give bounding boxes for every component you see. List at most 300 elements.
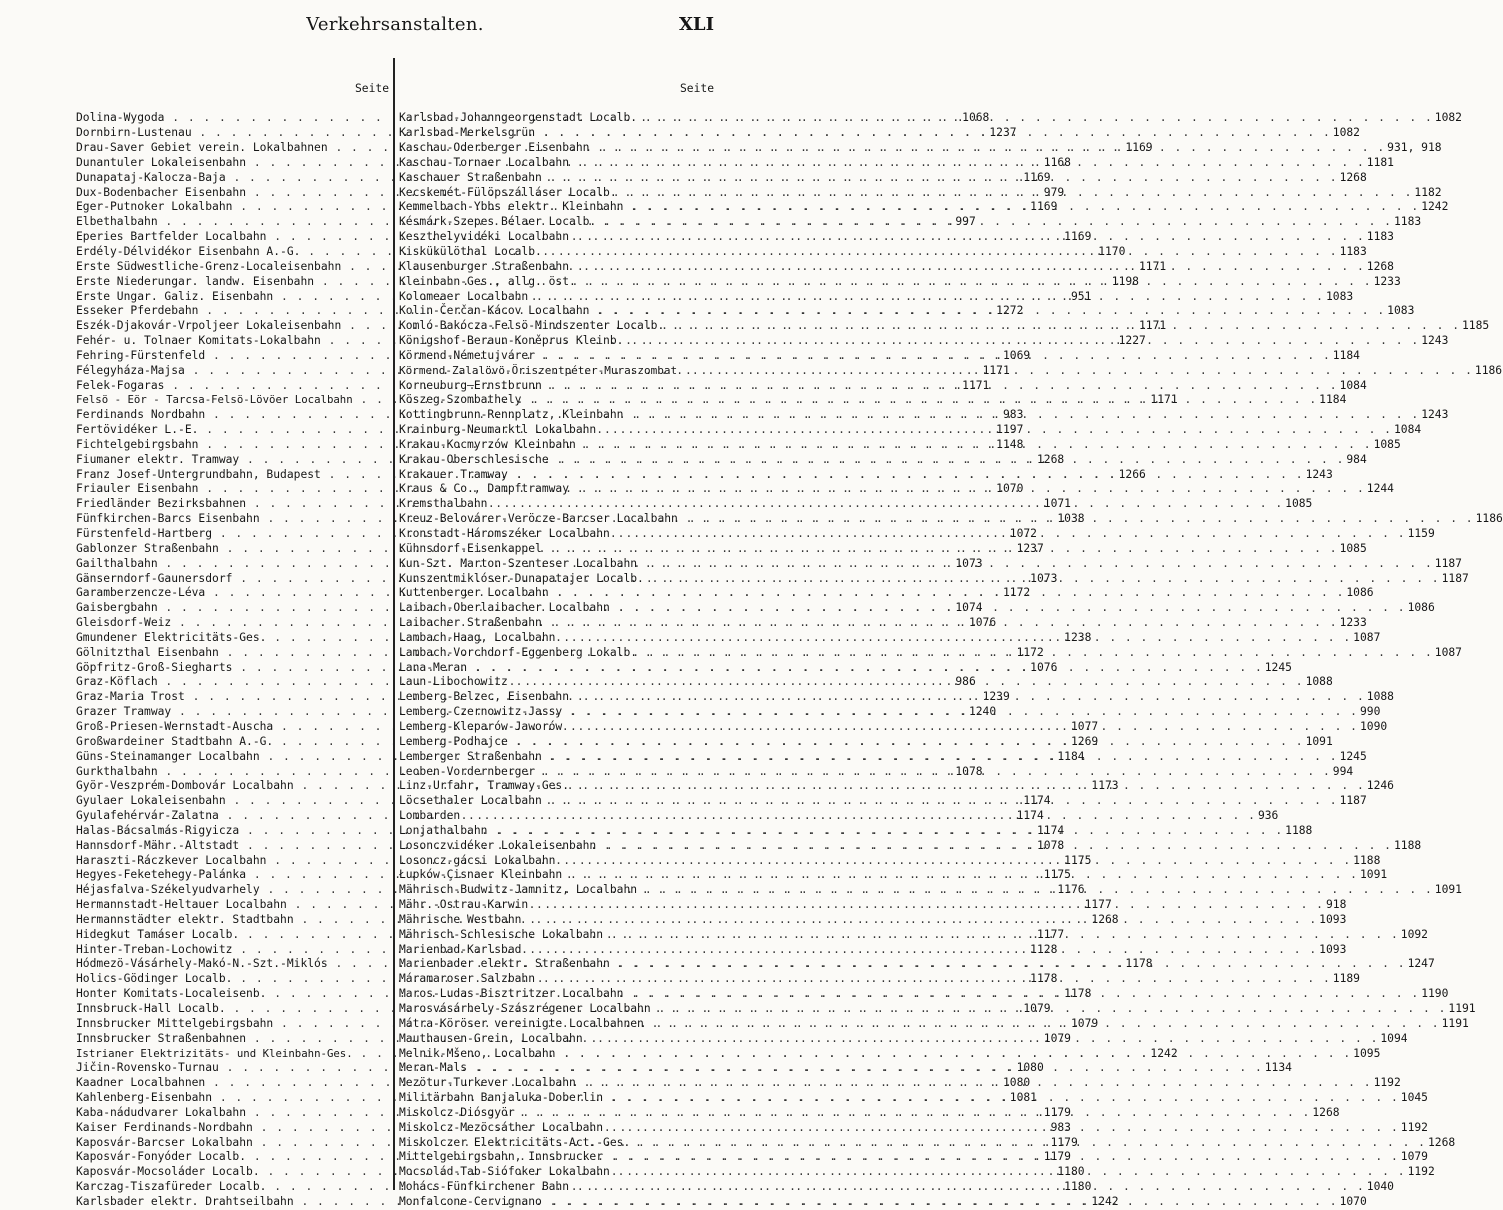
leader-dots — [603, 928, 1399, 943]
entry-page: 1087 — [1353, 630, 1381, 644]
entry-name: Felek-Fogaras — [76, 378, 165, 392]
entry-page: 936 — [1257, 809, 1279, 823]
entry-name: Karlsbader elektr. Drahtseilbahn — [76, 1194, 294, 1208]
entry-page: 1174 — [1023, 794, 1051, 808]
entry-name: Kaiser Ferdinands-Nordbahn — [76, 1120, 253, 1134]
entry-page: 1093 — [1319, 912, 1347, 926]
entry-page: 1095 — [1353, 1046, 1381, 1060]
entry-page: 1179 — [1043, 1150, 1071, 1164]
entry-page: 1090 — [1359, 719, 1388, 733]
entry-name: Mährisch-Schlesische Lokalbahn — [399, 927, 604, 941]
entry-name: Fichtelgebirgsbahn — [76, 437, 199, 451]
entry-page: 1247 — [1407, 957, 1435, 971]
entry-name: Fürstenfeld-Hartberg — [76, 527, 213, 540]
entry-page: 1040 — [1366, 1180, 1394, 1194]
entry-name: Marienbad-Karlsbad — [399, 942, 522, 956]
entry-page: 1086 — [1407, 601, 1435, 615]
entry-page: 1084 — [1393, 423, 1422, 437]
entry-name: Héjasfalva-Székelyudvarhely — [76, 883, 260, 897]
entry-name: Kemmelbach-Ybbs elektr. Kleinbahn — [399, 200, 624, 214]
leader-dots — [562, 705, 1358, 720]
entry-page: 1188 — [1353, 853, 1381, 867]
entry-name: Göpfritz-Groß-Siegharts — [76, 660, 233, 674]
entry-page: 994 — [1332, 764, 1354, 778]
entry-name: Hidegkut Tamáser Localb. — [76, 927, 240, 941]
entry-page: 1092 — [1400, 927, 1428, 941]
entry-name: Gablonzer Straßenbahn — [76, 541, 219, 555]
entry-name: Klausenburger Straßenbahn — [399, 259, 570, 273]
leader-dots — [508, 735, 1304, 750]
leader-dots — [535, 126, 1331, 141]
leader-dots — [528, 898, 1324, 913]
entry-page: 1079 — [1023, 1002, 1051, 1015]
entry-name: Militärbahn Banjaluka-Doberlin — [399, 1091, 604, 1105]
entry-page: 1174 — [1036, 823, 1065, 837]
entry-name: Linz-Urfahr, Tramway-Ges. — [399, 779, 570, 793]
entry-name: Körmend-Zalalövö-Öriszentpéter-Muraszombat — [399, 363, 678, 377]
entry-name: Hermannstädter elektr. Stadtbahn — [76, 912, 294, 926]
entry-name: Késmárk-Szepes Bélaer Localb. — [399, 215, 597, 229]
entry-name: Miskolcz-Mezöcsáther Localbahn — [399, 1120, 604, 1134]
entry-page: 1198 — [1111, 274, 1139, 288]
entry-name: Kolin-Čerčan-Kácov Localbahn — [399, 304, 590, 318]
entry-name: Haraszti-Ráczkever Localbahn — [76, 853, 267, 867]
entry-name: Dux-Bodenbacher Eisenbahn — [76, 185, 247, 199]
entry-name: Krakau-Kocmyrzów Kleinbahn — [399, 437, 576, 451]
entry-page: 1272 — [996, 304, 1024, 318]
entry-name: Königshof-Beraun-Koněprus Kleinb. — [399, 334, 624, 348]
leader-dots — [487, 824, 1283, 839]
entry-page: 1094 — [1380, 1031, 1408, 1045]
entry-name: Kaschauer Straßenbahn — [399, 170, 542, 184]
entry-page: 1186 — [1475, 512, 1503, 526]
leader-dots — [569, 230, 1365, 245]
entry-page: 1184 — [1332, 348, 1360, 362]
entry-name: Lambach-Vorchdorf-Eggenberg Lokalb. — [399, 645, 638, 659]
entry-page: 986 — [955, 675, 976, 689]
entry-name: Laun-Libochowitz — [399, 675, 508, 689]
entry-page: 1179 — [1050, 1135, 1078, 1149]
entry-page: 979 — [1043, 185, 1065, 199]
entry-page: 1169 — [1023, 170, 1051, 184]
leader-dots — [555, 854, 1351, 869]
entry-page: 1170 — [1098, 244, 1126, 258]
entry-name: Honter Komitats-Localeisenb. — [76, 987, 267, 1001]
leader-dots — [542, 245, 1338, 260]
entry-page: 1169 — [1030, 200, 1058, 214]
entry-page: 1227 — [1118, 334, 1146, 348]
entry-name: Friauler Eisenbahn — [76, 482, 199, 496]
entry-page: 1187 — [1441, 571, 1469, 585]
entry-name: Marienbader elektr. Straßenbahn — [399, 957, 610, 971]
entry-page: 1073 — [955, 556, 983, 570]
entry-page: 1068 — [962, 111, 990, 125]
entry-page: 1242 — [1150, 1046, 1178, 1060]
entry-name: Mezötur-Turkever Localbahn — [399, 1076, 576, 1090]
entry-name: Gleisdorf-Weiz — [76, 616, 172, 630]
entry-page: 1078 — [955, 764, 983, 778]
entry-name: Güns-Steinamanger Localbahn — [76, 749, 260, 763]
entry-name: Graz-Maria Trost — [76, 690, 185, 704]
entry-name: Hódmezö-Vásárhely-Makó-N.-Szt.-Miklós — [76, 957, 328, 971]
page-title: Verkehrsanstalten. — [306, 14, 484, 35]
entry-name: Krakauer Tramway — [399, 467, 508, 481]
entry-page: 1239 — [982, 690, 1010, 704]
entry-page: 918 — [1325, 898, 1347, 912]
entry-name: Kiskükülöthal Localb. — [399, 244, 542, 258]
entry-page: 1237 — [1016, 541, 1044, 555]
entry-name: Krainburg-Neumarktl Lokalbahn — [399, 423, 597, 437]
entry-name: Korneuburg—Ernstbrunn — [399, 378, 542, 392]
entry-page: 984 — [1346, 452, 1367, 466]
entry-name: Losoncz-gácsi Lokalbahn — [399, 853, 556, 867]
entry-name: Mährische Westbahn — [399, 912, 522, 926]
leader-dots — [623, 408, 1419, 423]
entry-name: Eger-Putnoker Lokalbahn — [76, 200, 233, 214]
entry-name: Lemberger Straßenbahn — [399, 749, 542, 763]
leader-dots — [542, 1195, 1338, 1210]
leader-dots — [576, 438, 1372, 453]
entry-name: Losonczvidéker Lokaleisenbahn — [399, 838, 597, 852]
entry-name: Karczag-Tiszafüreder Localb. — [76, 1180, 267, 1194]
entry-page: 1077 — [1070, 719, 1099, 733]
leader-dots — [542, 171, 1338, 186]
entry-name: Mittelgebirgsbahn, Innsbrucker — [399, 1150, 604, 1164]
entry-page: 1188 — [1285, 823, 1313, 837]
entry-page: 1183 — [1339, 244, 1367, 258]
entry-page: 1088 — [1366, 690, 1394, 704]
leader-dots — [542, 794, 1338, 809]
entry-name: Mähr.-Ostrau-Karwin — [399, 898, 529, 912]
leader-dots — [467, 661, 1263, 676]
entry-name: Miskolcz-Diósgyör — [399, 1105, 515, 1119]
entry-name: Mauthausen-Grein, Localbahn — [399, 1031, 583, 1045]
entry-page: 1233 — [1339, 616, 1367, 630]
entry-name: Laibacher Straßenbahn — [399, 616, 542, 630]
leader-dots — [596, 423, 1392, 438]
leader-dots — [569, 1180, 1365, 1195]
entry-page: 1180 — [1057, 1165, 1085, 1179]
entry-page: 1085 — [1285, 497, 1313, 511]
entry-name: Eperies Bartfelder Localbahn — [76, 230, 267, 244]
entry-name: Elbethalbahn — [76, 215, 158, 229]
leader-dots — [630, 1136, 1426, 1151]
entry-name: Erste Ungar. Galiz. Eisenbahn — [76, 289, 274, 303]
entry-page: 1073 — [1030, 571, 1058, 585]
entry-page: 1070 — [1339, 1194, 1367, 1208]
leader-dots — [678, 512, 1474, 527]
entry-page: 1079 — [1400, 1150, 1428, 1164]
entry-name: Gmundener Elektricitäts-Ges. — [76, 630, 267, 644]
entry-name: Dunantuler Lokaleisenbahn — [76, 155, 247, 169]
entry-page: 1091 — [1305, 734, 1333, 748]
entry-page: 1091 — [1434, 883, 1462, 897]
entry-name: Miskolczer Elektricitäts-Act.-Ges. — [399, 1135, 631, 1149]
entry-page: 1093 — [1319, 942, 1347, 956]
entry-name: Fünfkirchen-Barcs Eisenbahn — [76, 512, 260, 526]
entry-name: Felsö - Eör - Tarcsa-Felsö-Lövöer Localbahn — [76, 393, 353, 407]
entry-name: Kraus & Co., Dampftramway — [399, 482, 570, 496]
leader-dots — [508, 675, 1304, 690]
entry-name: Gyulaer Lokaleisenbahn — [76, 794, 226, 808]
entry-name: Gailthalbahn — [76, 556, 158, 570]
entry-page: 1187 — [1434, 556, 1462, 570]
entry-page: 1177 — [1084, 898, 1112, 912]
entry-page: 1175 — [1064, 853, 1092, 867]
entry-page: 1238 — [1064, 630, 1092, 644]
entry-page: 1072 — [1009, 527, 1037, 540]
entry-name: Innsbruck-Hall Localb. — [76, 1002, 226, 1015]
leader-dots — [651, 1002, 1447, 1017]
entry-page: 1237 — [989, 126, 1017, 140]
leader-dots — [542, 542, 1338, 557]
leader-dots — [521, 393, 1317, 408]
leader-dots — [576, 275, 1372, 290]
entry-page: 1268 — [1036, 452, 1065, 466]
entry-name: Fehér- u. Tolnaer Komitats-Lokalbahn — [76, 334, 321, 348]
entry-name: Lemberg-Podhajce — [399, 734, 508, 748]
leader-dots — [677, 364, 1473, 379]
leader-dots — [644, 1017, 1440, 1032]
entry-page: 1186 — [1474, 363, 1503, 377]
entry-name: Groß-Priesen-Wernstadt-Auscha — [76, 719, 274, 733]
entry-page: 1174 — [1016, 809, 1044, 823]
entry-page: 1079 — [1070, 1016, 1099, 1030]
leader-dots — [637, 883, 1433, 898]
leader-dots — [623, 200, 1419, 215]
leader-dots — [623, 987, 1419, 1002]
leader-dots — [596, 839, 1392, 854]
entry-page: 1172 — [1002, 586, 1031, 600]
leader-dots — [610, 1165, 1406, 1180]
entry-name: Kahlenberg-Eisenbahn — [76, 1091, 213, 1105]
entry-name: Kreuz-Belovárer-Veröcze-Barcser Localbahn — [399, 512, 678, 526]
entry-page: 1171 — [1150, 393, 1178, 407]
entry-page: 1128 — [1030, 942, 1058, 956]
entry-name: Gänserndorf-Gaunersdorf — [76, 571, 233, 585]
entry-name: Körmend-Németujvárer — [399, 348, 536, 362]
leader-dots — [569, 260, 1365, 275]
entry-name: Dunapataj-Kalocza-Baja — [76, 170, 226, 184]
entry-page: 1086 — [1346, 586, 1374, 600]
entry-name: Kolomeaer Localbahn — [399, 289, 529, 303]
entry-page: 983 — [1050, 1120, 1071, 1134]
entry-name: Monfalcone-Cervignano — [399, 1194, 542, 1208]
entry-name: Kuttenberger Localbahn — [399, 586, 549, 600]
leader-dots — [596, 215, 1392, 230]
entry-page: 1268 — [1427, 1135, 1456, 1149]
entry-name: Laibach-Oberlaibacher Localbahn — [399, 601, 610, 615]
entry-page: 1083 — [1325, 289, 1354, 303]
entry-page: 1184 — [1057, 749, 1085, 763]
entry-name: Marosvásárhely-Szászrégener Localbahn — [399, 1002, 651, 1015]
leader-dots — [637, 646, 1433, 661]
entry-page: 1268 — [1366, 259, 1394, 273]
leader-dots — [521, 943, 1317, 958]
leader-dots — [460, 809, 1256, 824]
entry-name: Kaadner Localbahnen — [76, 1076, 206, 1090]
leader-dots — [562, 720, 1358, 735]
entry-page: 1134 — [1264, 1061, 1292, 1075]
entry-name: Gaisbergbahn — [76, 601, 158, 615]
entry-page: 1246 — [1366, 779, 1394, 793]
leader-dots — [542, 750, 1338, 765]
entry-name: Lemberg-Belzec, Eisenbahn — [399, 690, 570, 704]
entry-page: 1240 — [968, 705, 997, 719]
entry-page: 1085 — [1373, 437, 1401, 451]
entry-page: 1192 — [1407, 1165, 1435, 1179]
entry-name: Franz Josef-Untergrundbahn, Budapest — [76, 467, 321, 481]
entry-name: Erste Südwestliche-Grenz-Localeisenbahn — [76, 259, 342, 273]
leader-dots — [521, 913, 1317, 928]
entry-page: 1169 — [1125, 141, 1153, 155]
leader-dots — [623, 334, 1419, 349]
entry-page: 1083 — [1387, 304, 1415, 318]
entry-page: 1175 — [1043, 868, 1071, 882]
entry-name: Esseker Pferdebahn — [76, 304, 199, 318]
entry-name: Melnik-Mšeno, Localbahn — [399, 1046, 556, 1060]
entry-page: 983 — [1002, 408, 1024, 422]
entry-page: 990 — [1359, 705, 1381, 719]
entry-name: Löcsethaler Localbahn — [399, 794, 542, 808]
entry-page: 1268 — [1091, 912, 1119, 926]
entry-page: 1081 — [1009, 1091, 1037, 1105]
leader-dots — [644, 572, 1440, 587]
leader-dots — [535, 349, 1331, 364]
leader-dots — [487, 497, 1283, 512]
entry-page: 1178 — [1125, 957, 1153, 971]
entry-page: 1045 — [1400, 1091, 1428, 1105]
entry-name: Karlsbad-Johanngeorgenstadt Localb. — [399, 111, 638, 125]
entry-name: Ferdinands Nordbahn — [76, 408, 206, 422]
entry-page: 1069 — [1002, 348, 1031, 362]
leader-dots — [535, 765, 1331, 780]
leader-dots — [542, 616, 1338, 631]
leader-dots — [569, 690, 1365, 705]
entry-name: Holics-Gödinger Localb. — [76, 972, 233, 986]
entry-name: Innsbrucker Mittelgebirgsbahn — [76, 1016, 274, 1030]
entry-page: 1085 — [1339, 541, 1367, 555]
entry-page: 1189 — [1332, 972, 1360, 986]
leader-dots — [617, 186, 1413, 201]
entry-name: Karlsbad-Merkelsgrün — [399, 126, 536, 140]
entry-page: 951 — [1070, 289, 1092, 303]
entry-page: 1076 — [1030, 660, 1058, 674]
entry-page: 1171 — [1139, 259, 1167, 273]
leader-dots — [610, 957, 1406, 972]
entry-page: 1080 — [1002, 1076, 1031, 1090]
leader-dots — [562, 868, 1358, 883]
leader-dots — [515, 1106, 1311, 1121]
leader-dots — [637, 557, 1433, 572]
entry-page: 1184 — [1319, 393, 1347, 407]
entry-name: Gurkthalbahn — [76, 764, 158, 778]
leader-dots — [569, 482, 1365, 497]
entry-page: 1183 — [1393, 215, 1422, 229]
entry-name: Meran-Mals — [399, 1061, 468, 1075]
entry-page: 931, 918 — [1387, 141, 1442, 155]
leader-dots — [603, 1091, 1399, 1106]
entry-name: Leoben-Vordernberger — [399, 764, 536, 778]
leader-dots — [576, 1076, 1372, 1091]
entry-name: Félegyháza-Majsa — [76, 363, 185, 377]
entry-page: 1269 — [1070, 734, 1099, 748]
entry-name: Kun-Szt. Marton-Szenteser Localbahn — [399, 556, 638, 570]
entry-page: 1091 — [1359, 868, 1388, 882]
entry-page: 1190 — [1421, 987, 1449, 1001]
entry-name: Lemberg-Kleparów-Jaworów — [399, 719, 563, 733]
leader-dots — [542, 379, 1338, 394]
leader-dots — [664, 319, 1460, 334]
leader-dots — [569, 156, 1365, 171]
entry-name: Mocsolád-Tab-Siófoker Lokalbahn — [399, 1165, 610, 1179]
entry-page: 1079 — [1043, 1031, 1071, 1045]
entry-name: Kaposvár-Mocsoláder Localb. — [76, 1165, 260, 1179]
entry-page: 1243 — [1421, 334, 1449, 348]
entry-name: Hannsdorf-Mähr.-Altstadt — [76, 838, 240, 852]
leader-dots — [549, 586, 1345, 601]
entry-page: 1188 — [1393, 838, 1422, 852]
entry-name: Mohács-Fünfkirchener Bahn — [399, 1180, 570, 1194]
entry-page: 1245 — [1339, 749, 1367, 763]
entry-page: 1176 — [1057, 883, 1085, 897]
entry-page: 1266 — [1118, 467, 1146, 481]
entry-page: 1182 — [1414, 185, 1442, 199]
leader-dots — [610, 527, 1406, 542]
entry-name: Kaba-nádudvarer Lokalbahn — [76, 1105, 247, 1119]
entry-name: Kottingbrunn-Rennplatz, Kleinbahn — [399, 408, 624, 422]
entry-page: 1242 — [1091, 1194, 1119, 1208]
entry-page: 1159 — [1407, 527, 1435, 540]
entry-name: Fehring-Fürstenfeld — [76, 348, 206, 362]
entry-page: 1171 — [982, 363, 1010, 377]
left-column-heading: Seite — [354, 81, 389, 95]
entry-name: Halas-Bácsalmás-Rigyicza — [76, 823, 240, 837]
entry-name: Keszthelyvidéki Localbahn — [399, 230, 570, 244]
entry-page: 1088 — [1305, 675, 1333, 689]
entry-name: Lombarden — [399, 809, 461, 823]
entry-page: 1076 — [968, 616, 997, 630]
entry-page: 1192 — [1400, 1120, 1428, 1134]
entry-page: 1080 — [1016, 1061, 1044, 1075]
entry-page: 1169 — [1064, 230, 1092, 244]
leader-dots — [569, 779, 1365, 794]
leader-dots — [467, 1061, 1263, 1076]
entry-page: 1082 — [1332, 126, 1360, 140]
entry-page: 997 — [955, 215, 976, 229]
entry-name: Mährisch-Budwitz-Jamnitz, Localbahn — [399, 883, 638, 897]
entry-name: Hegyes-Feketehegy-Palánka — [76, 868, 247, 882]
leader-dots — [508, 468, 1304, 483]
entry-name: Dolina-Wygoda — [76, 111, 165, 125]
entry-page: 1172 — [1016, 645, 1044, 659]
entry-name: Eszék-Djakovár-Vrpoljeer Lokaleisenbahn — [76, 319, 342, 333]
leader-dots — [528, 290, 1324, 305]
entry-page: 1171 — [962, 378, 990, 392]
entry-name: Graz-Köflach — [76, 675, 158, 689]
leader-dots — [610, 601, 1406, 616]
entry-name: Maros-Ludas-Bisztritzer Localbahn — [399, 987, 624, 1001]
entry-page: 1071 — [1043, 497, 1071, 511]
entry-page: 1148 — [996, 437, 1024, 451]
entry-name: Komló-Bakócza-Felsö-Mindszenter Localb. — [399, 319, 665, 333]
entry-page: 1183 — [1366, 230, 1394, 244]
entry-name: Lonjathalbahn — [399, 823, 488, 837]
entry-page: 1078 — [1036, 838, 1065, 852]
entry-name: Lambach-Haag, Localbahn — [399, 630, 556, 644]
entry-name: Gölnitzthal Eisenbahn — [76, 645, 219, 659]
entry-name: Istrianer Elektrizitäts- und Kleinbahn-Ges. — [76, 1046, 353, 1060]
